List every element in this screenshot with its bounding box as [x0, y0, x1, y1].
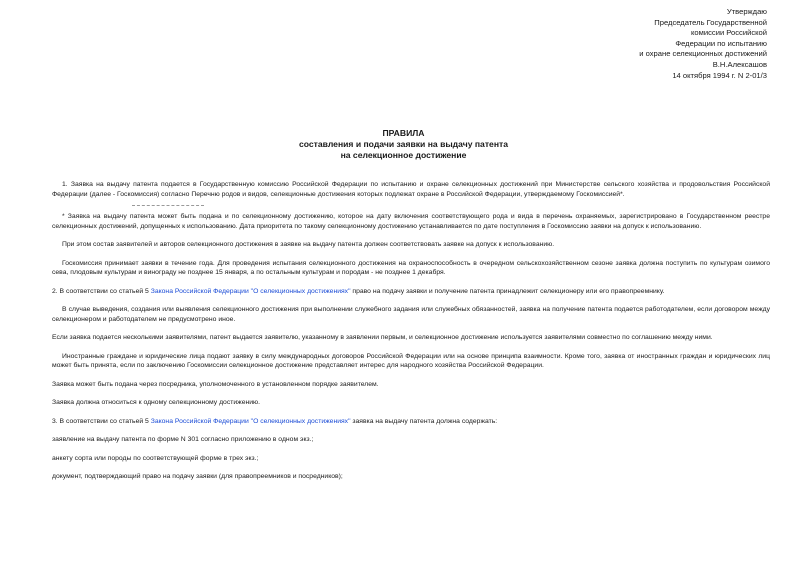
paragraph-4-pre: 2. В соответствии со статьей 5	[52, 287, 151, 295]
document-title	[0, 128, 807, 161]
paragraph-4-post: право на подачу заявки и получение патента принадлежит селекционеру или его правопреемнику.	[350, 287, 665, 295]
approval-line: Федерации по испытанию	[675, 38, 767, 48]
approval-line: Председатель Государственной	[654, 17, 767, 27]
approval-block	[507, 7, 767, 81]
list-item: анкету сорта или породы по соответствующей форме в трех экз.;	[52, 454, 259, 462]
title-line-1: ПРАВИЛА	[382, 128, 425, 138]
paragraph-3: Госкомиссия принимает заявки в течение года. Для проведения испытания селекционного достижения на охраноспособность в очередном сельскохозяйственном сезоне заявка должна поступить по культурам озимого сева, плодовым культурам и винограду не позднее 15 января, а по остальным культурам и породам - не позднее 1 декабря.	[52, 259, 770, 276]
paragraph-10-post: заявка на выдачу патента должна содержать:	[350, 417, 498, 425]
title-line-2: составления и подачи заявки на выдачу патента	[298, 139, 509, 149]
approval-signer: В.Н.Алексашов	[712, 59, 767, 69]
law-link[interactable]: Закона Российской Федерации "О селекционных достижениях"	[150, 287, 351, 295]
approval-date: 14 октября 1994 г. N 2-01/3	[672, 70, 767, 80]
document-body	[52, 180, 770, 482]
paragraph-9: Заявка должна относиться к одному селекционному достижению.	[52, 399, 261, 406]
approval-line: и охране селекционных достижений	[639, 49, 767, 59]
paragraph-1: 1. Заявка на выдачу патента подается в Государственную комиссию Российской Федерации по испытанию и охране селекционных достижений при Министерстве сельского хозяйства и продовольствия Российской Федерации (далее - Госкомиссия) согласно Перечню родов и видов, селекционные достижения которых подлежат охране в Российской Федерации, утверждаемому Госкомиссией*.	[52, 181, 770, 198]
paragraph-10	[52, 417, 770, 427]
paragraph-8: Заявка может быть подана через посредника, уполномоченного в установленном порядке заявителем.	[52, 380, 379, 388]
list-item: документ, подтверждающий право на подачу заявки (для правопреемников и посредников);	[52, 473, 343, 480]
paragraph-7: Иностранные граждане и юридические лица подают заявку в силу международных договоров Российской Федерации или на основе принципа взаимности. Кроме того, заявка от иностранных граждан и юридических лиц может быть принята, если по заключению Госкомиссии селекционное достижение представляет интерес для народного хозяйства Российской Федерации.	[52, 352, 770, 369]
footnote: * Заявка на выдачу патента может быть подана и по селекционному достижению, которое на дату включения соответствующего рода и вида в перечень охраняемых, зарегистрировано в Государственном реестре селекционных достижений, допущенных к использованию. Дата приоритета по такому селекционному достижению устанавливается по дате поступления в Госкомиссию заявки на допуск к использованию.	[52, 213, 770, 230]
law-link[interactable]: Закона Российской Федерации "О селекционных достижениях"	[150, 417, 351, 425]
title-line-3: на селекционное достижение	[340, 150, 467, 160]
approval-line: комиссии Российской	[691, 28, 767, 38]
paragraph-10-pre: 3. В соответствии со статьей 5	[52, 417, 151, 425]
paragraph-4	[52, 287, 770, 297]
list-item: заявление на выдачу патента по форме N 301 согласно приложению в одном экз.;	[52, 436, 314, 443]
paragraph-2: При этом состав заявителей и авторов селекционного достижения в заявке на выдачу патента должен соответствовать заявке на допуск к использованию.	[62, 241, 555, 248]
paragraph-6: Если заявка подается несколькими заявителями, патент выдается заявителю, указанному в заявлении первым, и селекционное достижение используется заявителями совместно по соглашению между ними.	[52, 334, 713, 341]
approval-line: Утверждаю	[726, 7, 767, 16]
paragraph-5: В случае выведения, создания или выявления селекционного достижения при выполнении служебного задания или служебных обязанностей, заявка на получение патента подается работодателем, если договором между селекционером и работодателем не предусмотрено иное.	[52, 306, 770, 323]
footnote-separator	[132, 205, 204, 206]
